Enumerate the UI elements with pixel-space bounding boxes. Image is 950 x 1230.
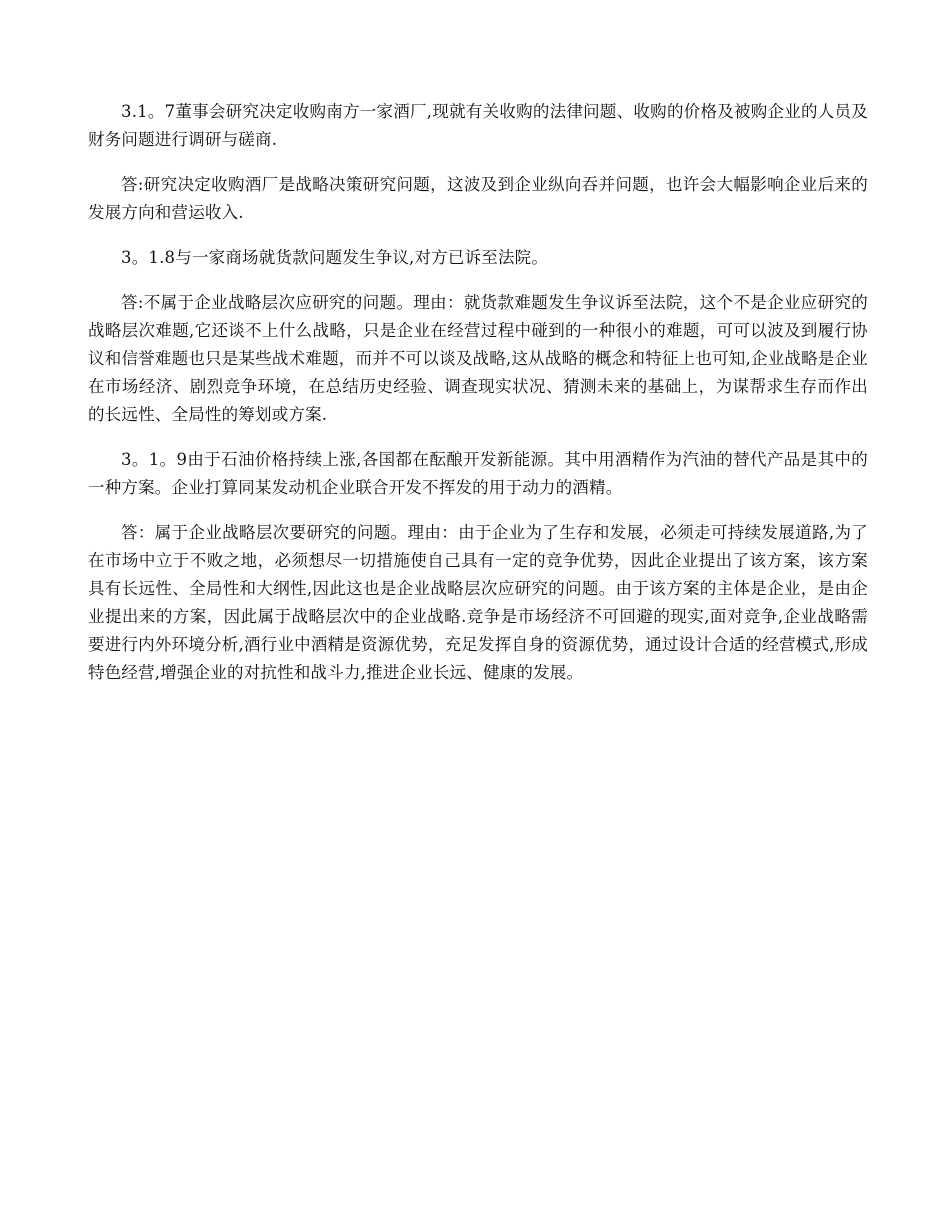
paragraph-question-3-1-9: 3。1。9由于石油价格持续上涨,各国都在酝酿开发新能源。其中用酒精作为汽油的替代产品是其中的一种方案。企业打算同某发动机企业联合开发不挥发的用于动力的酒精。 (88, 450, 868, 497)
paragraph-question-3-1-8: 3。1.8与一家商场就货款问题发生争议,对方已诉至法院。 (121, 248, 549, 267)
paragraph-answer-3-1-9: 答：属于企业战略层次要研究的问题。理由：由于企业为了生存和发展，必须走可持续发展道路,为了在市场中立于不败之地，必须想尽一切措施使自己具有一定的竞争优势，因此企业提出了该方案，该方案具有长远性、全局性和大纲性,因此这也是企业战略层次应研究的问题。由于该方案的主体是企业，是由企业提出来的方案，因此属于战略层次中的企业战略.竞争是市场经济不可回避的现实,面对竞争,企业战略需要进行内外环境分析,酒行业中酒精是资源优势，充足发挥自身的资源优势，通过设计合适的经营模式,形成特色经营,增强企业的对抗性和战斗力,推进企业长远、健康的发展。 (88, 523, 868, 682)
paragraph-answer-3-1-7: 答:研究决定收购酒厂是战略决策研究问题，这波及到企业纵向吞并问题，也许会大幅影响企业后来的发展方向和营运收入. (88, 175, 868, 222)
paragraph-answer-3-1-8: 答:不属于企业战略层次应研究的问题。理由：就货款难题发生争议诉至法院，这个不是企业应研究的战略层次难题,它还谈不上什么战略，只是企业在经营过程中碰到的一种很小的难题，可可以波及到履行协议和信誉难题也只是某些战术难题，而并不可以谈及战略,这从战略的概念和特征上也可知,企业战略是企业在市场经济、剧烈竞争环境，在总结历史经验、调查现实状况、猜测未来的基础上，为谋帮求生存而作出的长远性、全局性的筹划或方案. (88, 293, 868, 424)
document-body (88, 98, 868, 704)
paragraph-question-3-1-7: 3.1。7董事会研究决定收购南方一家酒厂,现就有关收购的法律问题、收购的价格及被购企业的人员及财务问题进行调研与磋商. (88, 102, 868, 149)
